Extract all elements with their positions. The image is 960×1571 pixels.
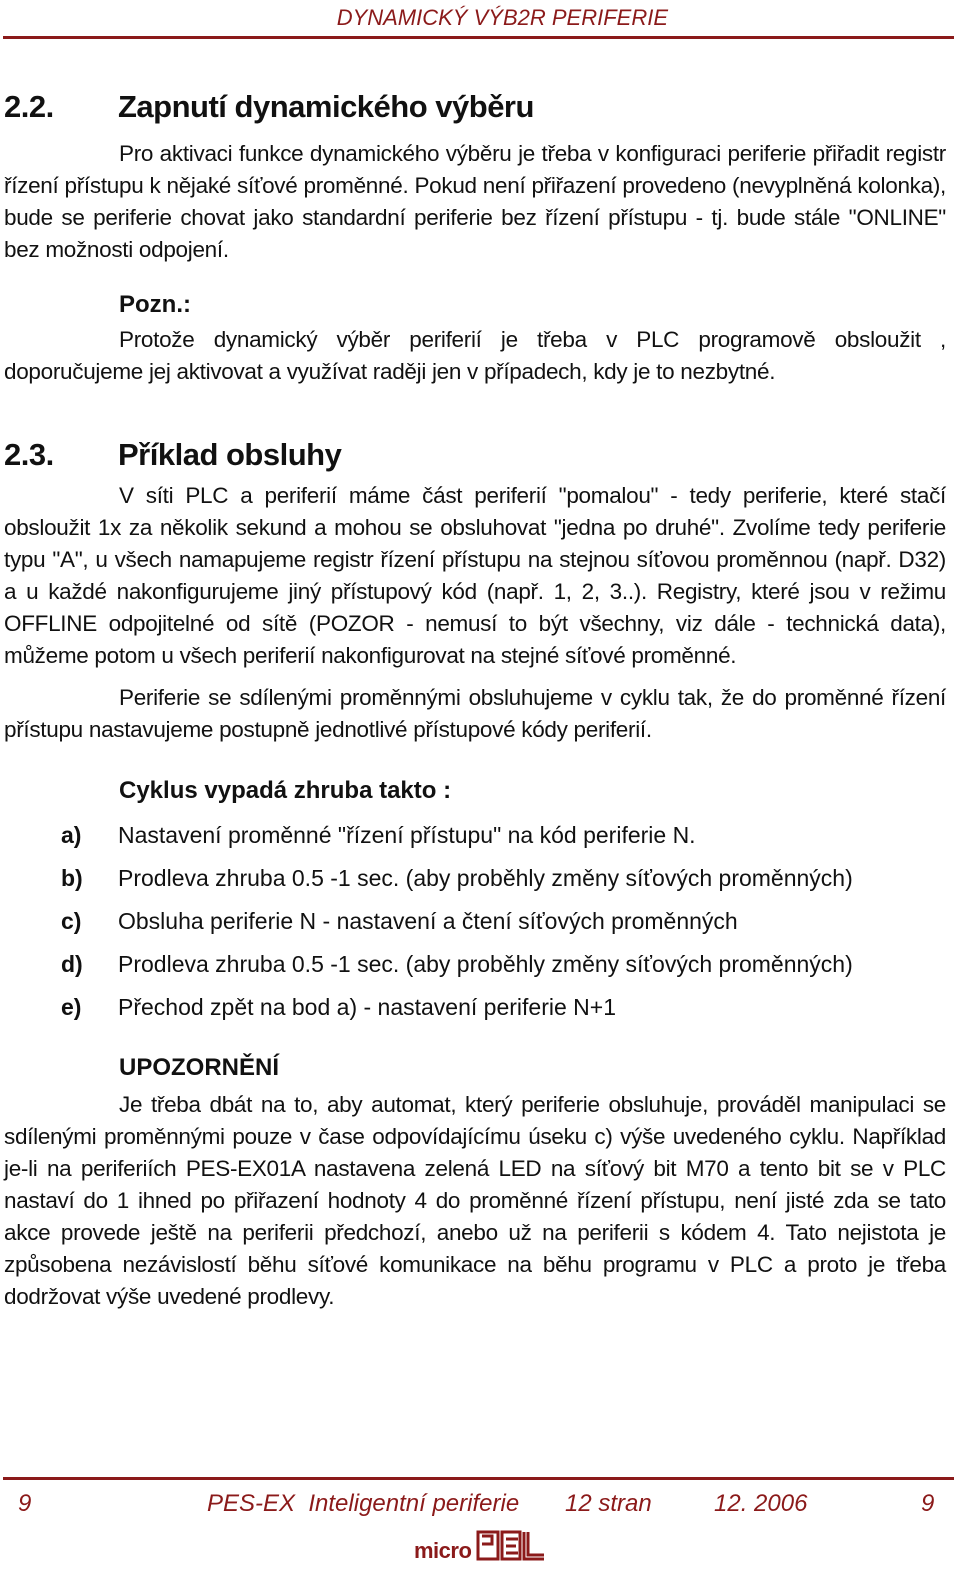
list-marker: d)	[61, 951, 83, 977]
section-title: Příklad obsluhy	[118, 437, 342, 472]
page-count: 12 stran	[565, 1490, 652, 1517]
list-item	[4, 814, 946, 857]
note-text: Protože dynamický výběr periferií je třeba v PLC programově obsloužit , doporučujeme jej aktivovat a využívat raději jen v případech, kdy je to nezbytné.	[4, 327, 946, 384]
list-marker: e)	[61, 994, 82, 1020]
list-marker: a)	[61, 822, 82, 848]
list-item	[4, 900, 946, 943]
page-footer	[0, 1484, 960, 1524]
cycle-steps-list	[4, 814, 946, 1029]
list-item-text: Přechod zpět na bod a) - nastavení periferie N+1	[118, 994, 616, 1020]
list-item-text: Prodleva zhruba 0.5 -1 sec. (aby proběhly změny síťových proměnných)	[118, 951, 853, 977]
section-2-2-paragraph: Pro aktivaci funkce dynamického výběru je třeba v konfiguraci periferie přiřadit registr řízení přístupu k nějaké síťové proměnné. Pokud není přiřazení provedeno (nevyplněná kolonka), bude se periferie chovat jako standardní periferie bez řízení přístupu - tj. bude stále "ONLINE" bez možnosti odpojení.	[4, 141, 946, 262]
section-2-3-paragraph-2: Periferie se sdílenými proměnnými obsluhujeme v cyklu tak, že do proměnné řízení přístupu nastavujeme postupně jednotlivé přístupové kódy periferií.	[4, 685, 946, 742]
list-item-text: Prodleva zhruba 0.5 -1 sec. (aby proběhly změny síťových proměnných)	[118, 865, 853, 891]
page-number-left: 9	[18, 1490, 32, 1517]
running-header: DYNAMICKÝ VÝB2R PERIFERIE	[336, 5, 668, 30]
section-2-3-paragraph-1: V síti PLC a periferií máme část periferií "pomalou" - tedy periferie, které stačí obsloužit 1x za několik sekund a mohou se obsluhovat "jedna po druhé". Zvolíme tedy periferie typu "A", u všech namapujeme registr řízení přístupu na stejnou síťovou proměnnou (např. D32) a u každé nakonfigurujeme jiný přístupový kód (např. 1, 2, 3..). Registry, které jsou v režimu OFFLINE odpojitelné od sítě (POZOR - nemusí to být všechny, viz dále - technická data), můžeme potom u všech periferií nakonfigurovat na stejné síťové proměnné.	[4, 483, 946, 668]
warning-title: UPOZORNĚNÍ	[119, 1054, 280, 1081]
page-content	[4, 82, 946, 1313]
note-label: Pozn.:	[119, 291, 191, 318]
issue-date: 12. 2006	[714, 1490, 808, 1517]
section-2-2-heading	[4, 82, 946, 132]
section-number: 2.2.	[4, 89, 54, 124]
svg-text:micro: micro	[414, 1538, 472, 1563]
list-item	[4, 986, 946, 1029]
list-marker: b)	[61, 865, 83, 891]
micropel-logo	[414, 1527, 548, 1567]
list-item-text: Nastavení proměnné "řízení přístupu" na kód periferie N.	[118, 822, 696, 848]
section-title: Zapnutí dynamického výběru	[118, 89, 534, 124]
section-number: 2.3.	[4, 437, 54, 472]
section-2-3-heading	[4, 430, 946, 480]
list-item	[4, 857, 946, 900]
cycle-title: Cyklus vypadá zhruba takto :	[119, 777, 452, 804]
product-name: PES-EX Inteligentní periferie	[207, 1490, 520, 1517]
page-number-right: 9	[921, 1490, 935, 1517]
header-rule	[3, 36, 954, 39]
warning-text: Je třeba dbát na to, aby automat, který periferie obsluhuje, prováděl manipulaci se sdílenými proměnnými pouze v čase odpovídajícímu úseku c) výše uvedeného cyklu. Například je-li na periferiích PES-EX01A nastavena zelená LED na síťový bit M70 a tento bit se v PLC nastaví do 1 ihned po přiřazení hodnoty 4 do proměnné řízení přístupu, není jisté zda se tato akce provede ještě na periferii předchozí, anebo už na periferii s kódem 4. Tato nejistota je způsobena nezávislostí běhu síťové komunikace na běhu programu v PLC a proto je třeba dodržovat výše uvedené prodlevy.	[4, 1092, 946, 1309]
list-marker: c)	[61, 908, 82, 934]
footer-rule	[3, 1477, 954, 1480]
list-item	[4, 943, 946, 986]
list-item-text: Obsluha periferie N - nastavení a čtení síťových proměnných	[118, 908, 738, 934]
